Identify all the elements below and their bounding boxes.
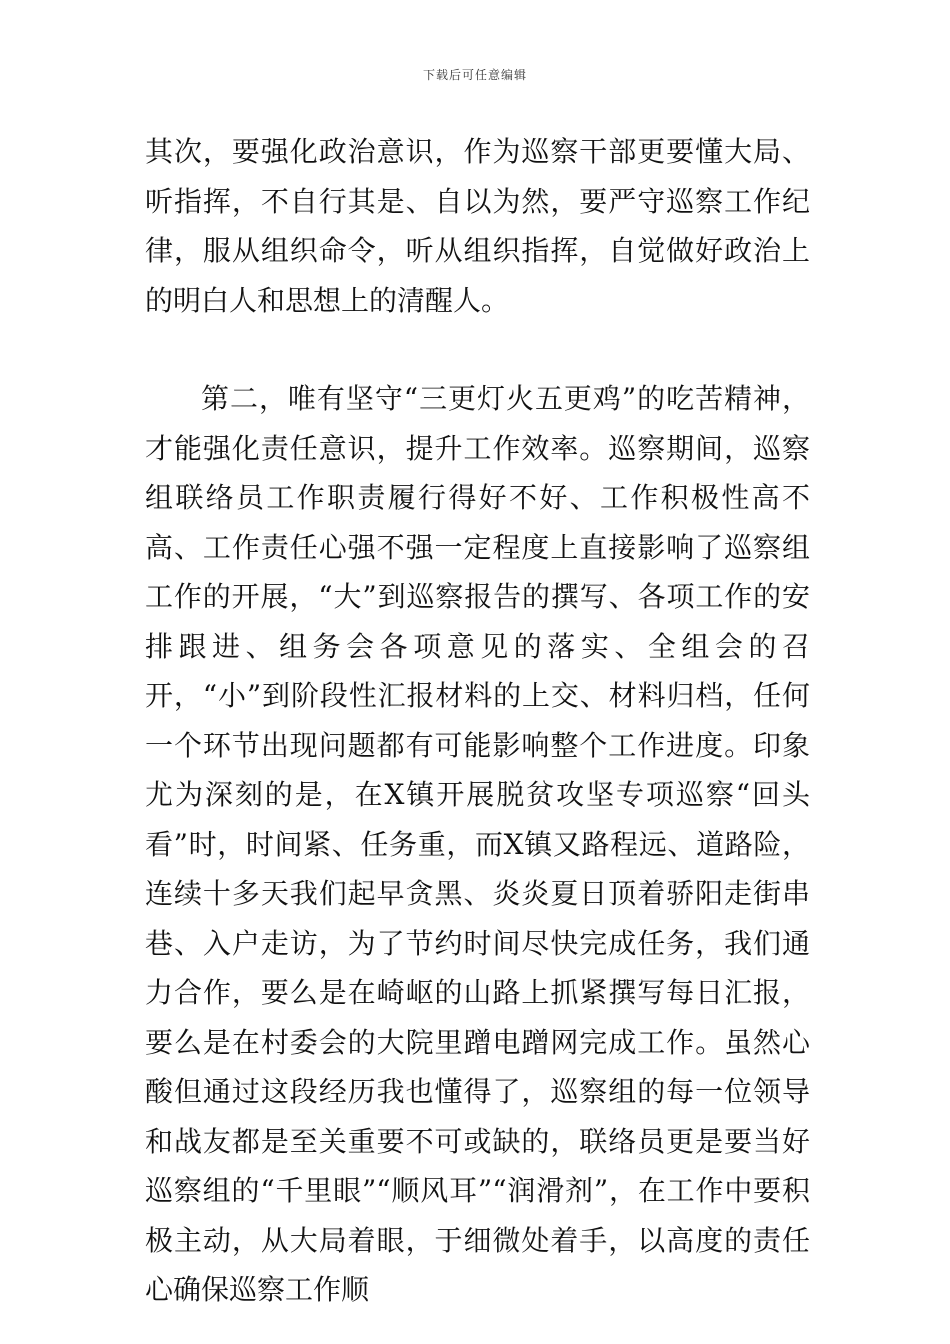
paragraph-hardworking-spirit: 第二，唯有坚守“三更灯火五更鸡”的吃苦精神，才能强化责任意识，提升工作效率。巡察期间，巡察组联络员工作职责履行得好不好、工作积极性高不高、工作责任心强不强一定程度上直接影响了巡察组工作的开展，“大”到巡察报告的撰写、各项工作的安排跟进、组务会各项意见的落实、全组会的召开，“小”到阶段性汇报材料的上交、材料归档，任何一个环节出现问题都有可能影响整个工作进度。印象尤为深刻的是，在X镇开展脱贫攻坚专项巡察“回头看”时，时间紧、任务重，而X镇又路程远、道路险，连续十多天我们起早贪黑、炎炎夏日顶着骄阳走街串巷、入户走访，为了节约时间尽快完成任务，我们通力合作，要么是在崎岖的山路上抓紧撰写每日汇报，要么是在村委会的大院里蹭电蹭网完成工作。虽然心酸但通过这段经历我也懂得了，巡察组的每一位领导和战友都是至关重要不可或缺的，联络员更是要当好巡察组的“千里眼”“顺风耳”“润滑剂”，在工作中要积极主动，从大局着眼，于细微处着手，以高度的责任心确保巡察工作顺 — [145, 382, 810, 1306]
header-note: 下载后可任意编辑 — [422, 68, 527, 82]
paragraph-political-awareness: 其次，要强化政治意识，作为巡察干部更要懂大局、听指挥，不自行其是、自以为然，要严守巡察工作纪律，服从组织命令，听从组织指挥，自觉做好政治上的明白人和思想上的清醒人。 — [145, 135, 810, 317]
